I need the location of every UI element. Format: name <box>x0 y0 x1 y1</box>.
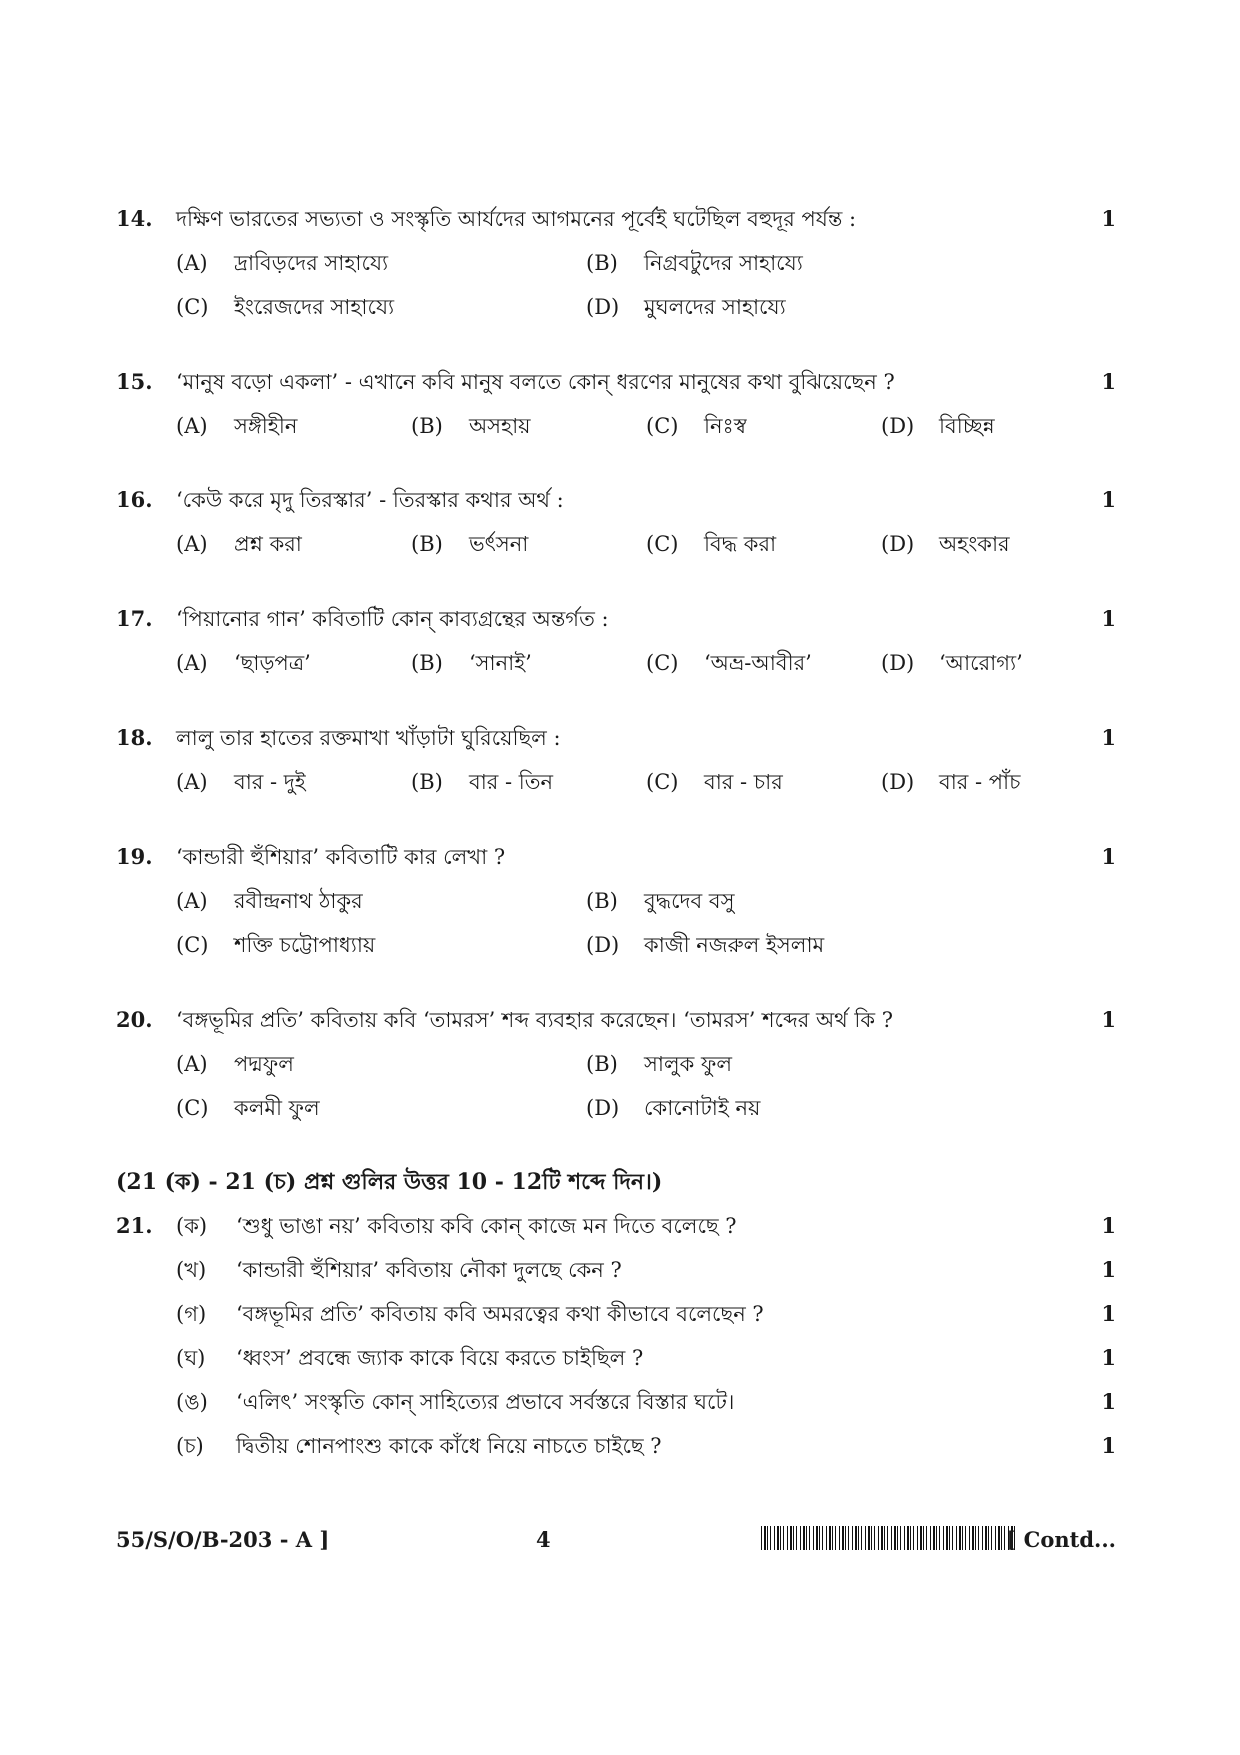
option-c: (C) নিঃস্ব <box>646 414 747 438</box>
subquestion-mark: 1 <box>1101 1345 1116 1370</box>
question-number: 20. <box>116 1007 153 1032</box>
subquestion <box>116 1292 1116 1336</box>
option-d: (D) কাজী নজরুল ইসলাম <box>586 933 825 957</box>
subquestion <box>116 1424 1116 1468</box>
option-a: (A) সঙ্গীহীন <box>176 414 298 438</box>
subquestion-mark: 1 <box>1101 1301 1116 1326</box>
question-mark: 1 <box>1101 1007 1116 1032</box>
subquestion-text: ‘এলিৎ’ সংস্কৃতি কোন্ সাহিত্যের প্রভাবে সর্বস্তরে বিস্তার ঘটে। <box>236 1390 735 1414</box>
question-mark: 1 <box>1101 206 1116 231</box>
question-text: দক্ষিণ ভারতের সভ্যতা ও সংস্কৃতি আর্যদের আগমনের পূর্বেই ঘটেছিল বহুদূর পর্যন্ত : <box>176 207 857 231</box>
option-c: (C) ‘অভ্র-আবীর’ <box>646 651 812 675</box>
option-a: (A) ‘ছাড়পত্র’ <box>176 651 311 675</box>
question-number: 17. <box>116 606 153 631</box>
subquestion-label: (গ) <box>176 1302 207 1326</box>
question-number: 21. <box>116 1213 153 1238</box>
option-b: (B) ‘সানাই’ <box>411 651 532 675</box>
option-a: (A) বার - দুই <box>176 770 306 794</box>
question-15 <box>116 360 1116 448</box>
subquestion-text: ‘শুধু ভাঙা নয়’ কবিতায় কবি কোন্ কাজে মন দিতে বলেছে ? <box>236 1214 737 1238</box>
subquestion <box>116 1204 1116 1248</box>
question-number: 15. <box>116 369 153 394</box>
option-c: (C) বিদ্ধ করা <box>646 532 777 556</box>
question-text: ‘মানুষ বড়ো একলা’ - এখানে কবি মানুষ বলতে কোন্ ধরণের মানুষের কথা বুঝিয়েছেন ? <box>176 370 895 394</box>
option-c: (C) কলমী ফুল <box>176 1096 320 1120</box>
subquestion-label: (খ) <box>176 1258 207 1282</box>
subquestion-label: (ঘ) <box>176 1346 206 1370</box>
subquestion-mark: 1 <box>1101 1389 1116 1414</box>
option-d: (D) ‘আরোগ্য’ <box>881 651 1023 675</box>
option-d: (D) কোনোটাই নয় <box>586 1096 761 1120</box>
subquestion-label: (ঙ) <box>176 1390 208 1414</box>
option-c: (C) শক্তি চট্টোপাধ্যায় <box>176 933 376 957</box>
subquestion-text: দ্বিতীয় শোনপাংশু কাকে কাঁধে নিয়ে নাচতে চাইছে ? <box>236 1434 662 1458</box>
subquestion <box>116 1248 1116 1292</box>
question-mark: 1 <box>1101 369 1116 394</box>
option-b: (B) নিগ্রবটুদের সাহায্যে <box>586 251 803 275</box>
option-a: (A) রবীন্দ্রনাথ ঠাকুর <box>176 889 363 913</box>
option-a: (A) পদ্মফুল <box>176 1052 294 1076</box>
option-d: (D) বার - পাঁচ <box>881 770 1021 794</box>
option-d: (D) মুঘলদের সাহায্যে <box>586 295 786 319</box>
question-text: ‘কেউ করে মৃদু তিরস্কার’ - তিরস্কার কথার অর্থ : <box>176 488 564 512</box>
paper-code: 55/S/O/B-203 - A ] <box>116 1527 330 1552</box>
option-d: (D) অহংকার <box>881 532 1010 556</box>
subquestion <box>116 1336 1116 1380</box>
question-20 <box>116 998 1116 1130</box>
question-mark: 1 <box>1101 487 1116 512</box>
page-number: 4 <box>536 1527 551 1552</box>
subquestion <box>116 1380 1116 1424</box>
option-b: (B) অসহায় <box>411 414 531 438</box>
option-c: (C) বার - চার <box>646 770 783 794</box>
option-b: (B) বার - তিন <box>411 770 554 794</box>
question-number: 18. <box>116 725 153 750</box>
subquestion-mark: 1 <box>1101 1257 1116 1282</box>
option-d: (D) বিচ্ছিন্ন <box>881 414 995 438</box>
question-text: লালু তার হাতের রক্তমাখা খাঁড়াটা ঘুরিয়েছিল : <box>176 726 561 750</box>
question-16 <box>116 478 1116 566</box>
question-text: ‘কান্ডারী হুঁশিয়ার’ কবিতাটি কার লেখা ? <box>176 845 506 869</box>
subquestion-text: ‘ধ্বংস’ প্রবন্ধে জ্যাক কাকে বিয়ে করতে চাইছিল ? <box>236 1346 644 1370</box>
subquestion-text: ‘কান্ডারী হুঁশিয়ার’ কবিতায় নৌকা দুলছে কেন ? <box>236 1258 622 1282</box>
question-mark: 1 <box>1101 725 1116 750</box>
question-number: 19. <box>116 844 153 869</box>
barcode <box>761 1526 1016 1550</box>
question-text: ‘পিয়ানোর গান’ কবিতাটি কোন্ কাব্যগ্রন্থের অন্তর্গত : <box>176 607 609 631</box>
question-17 <box>116 597 1116 685</box>
subquestion-mark: 1 <box>1101 1213 1116 1238</box>
page-footer <box>116 1520 1116 1560</box>
question-mark: 1 <box>1101 606 1116 631</box>
question-19 <box>116 835 1116 967</box>
section-heading: (21 (ক) - 21 (চ) প্রশ্ন গুলির উত্তর 10 - 12টি শব্দে দিন।) <box>116 1169 663 1195</box>
option-c: (C) ইংরেজদের সাহায্যে <box>176 295 395 319</box>
subquestion-label: (ক) <box>176 1214 208 1238</box>
subquestion-text: ‘বঙ্গভূমির প্রতি’ কবিতায় কবি অমরত্বের কথা কীভাবে বলেছেন ? <box>236 1302 764 1326</box>
question-14 <box>116 197 1116 329</box>
option-a: (A) প্রশ্ন করা <box>176 532 302 556</box>
option-b: (B) ভর্ৎসনা <box>411 532 529 556</box>
question-number: 16. <box>116 487 153 512</box>
option-a: (A) দ্রাবিড়দের সাহায্যে <box>176 251 389 275</box>
question-mark: 1 <box>1101 844 1116 869</box>
subquestion-label: (চ) <box>176 1434 204 1458</box>
question-text: ‘বঙ্গভূমির প্রতি’ কবিতায় কবি ‘তামরস’ শব্দ ব্যবহার করেছেন। ‘তামরস’ শব্দের অর্থ কি ? <box>176 1008 894 1032</box>
continued-label: [ Contd... <box>1006 1527 1116 1552</box>
subquestion-mark: 1 <box>1101 1433 1116 1458</box>
option-b: (B) বুদ্ধদেব বসু <box>586 889 735 913</box>
option-b: (B) সালুক ফুল <box>586 1052 732 1076</box>
question-21 <box>116 1204 1116 1468</box>
question-number: 14. <box>116 206 153 231</box>
question-18 <box>116 716 1116 804</box>
